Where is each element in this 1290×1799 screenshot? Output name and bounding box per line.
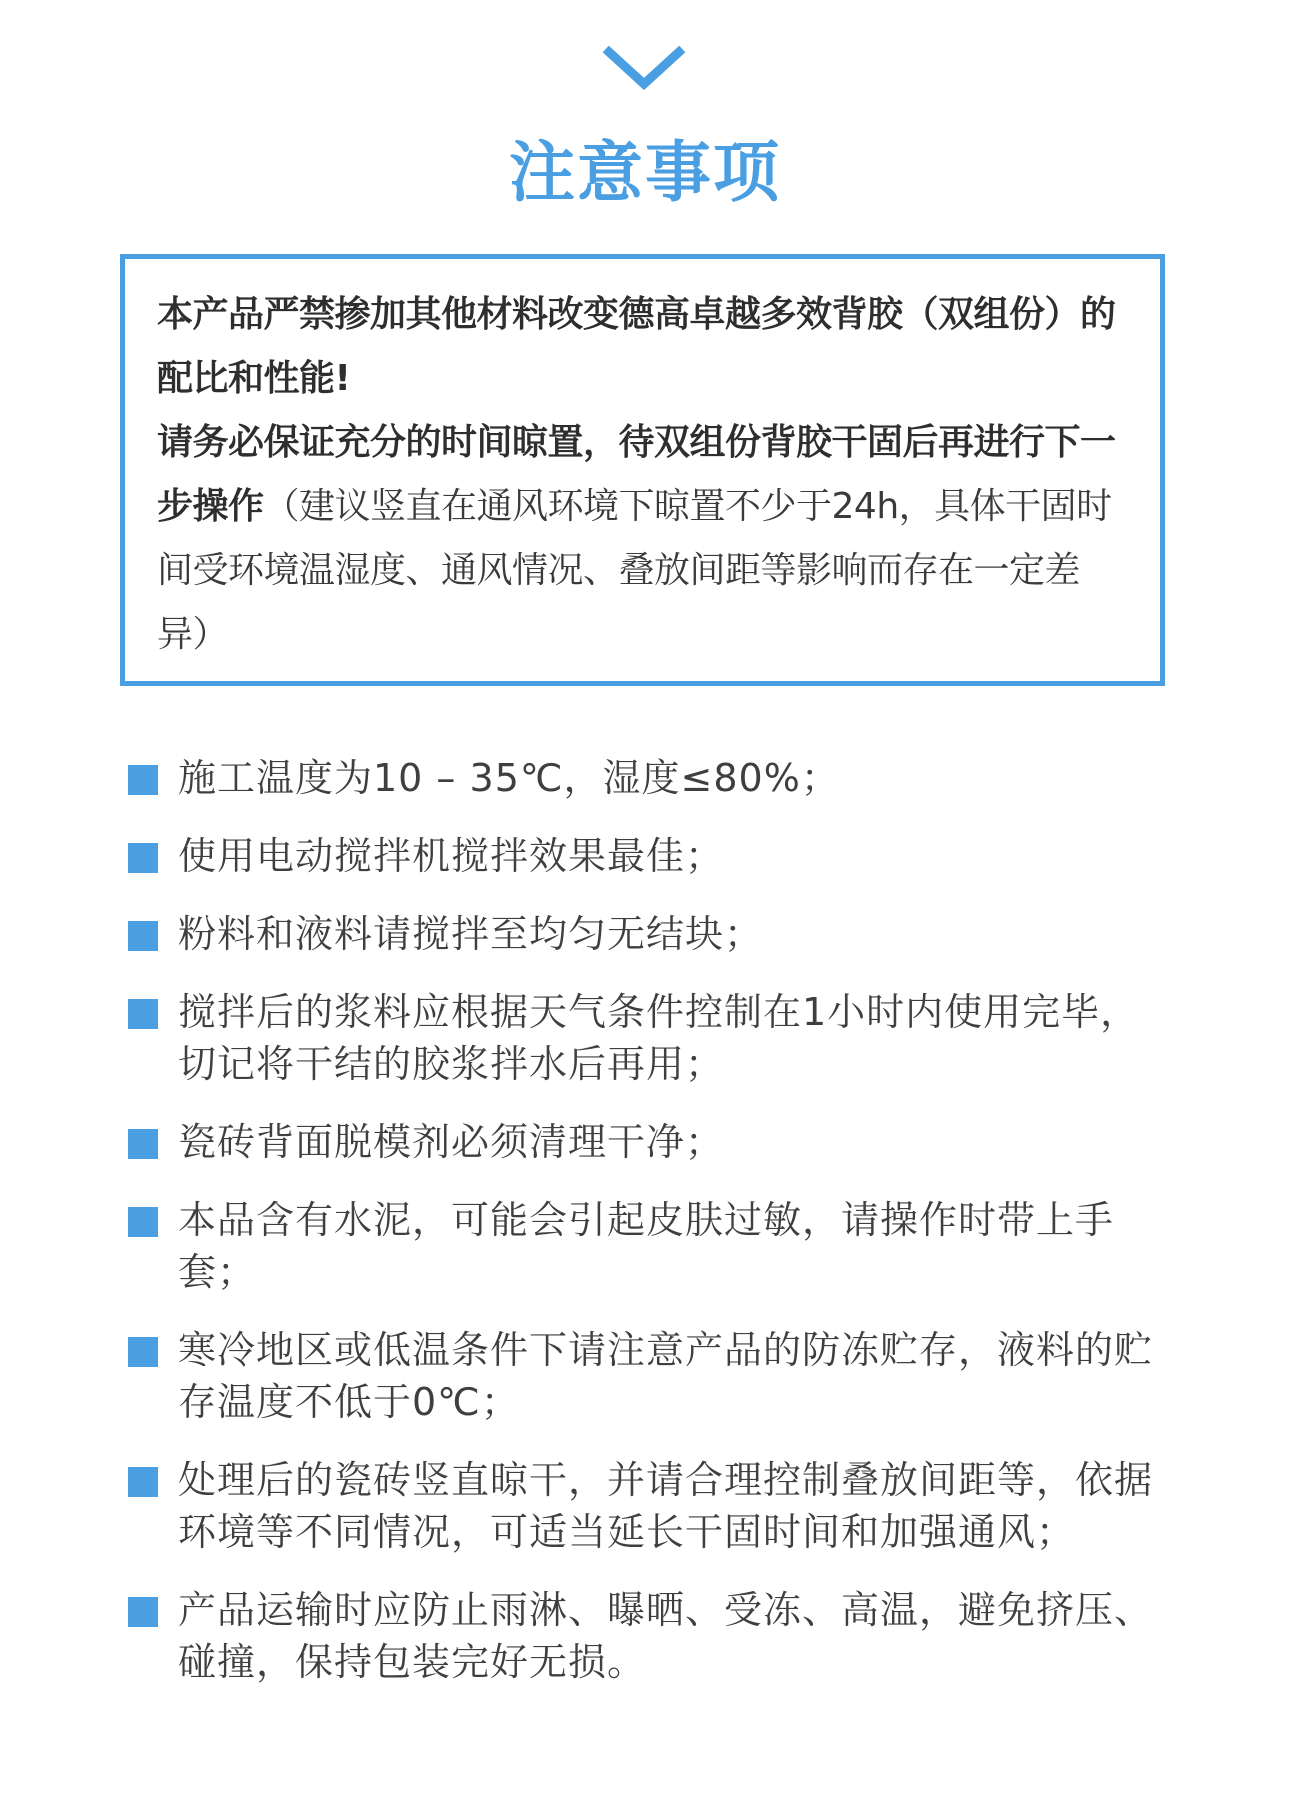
tip-text: 施工温度为10 – 35℃，湿度≤80%； [178, 756, 840, 800]
notice-warning: 本产品严禁掺加其他材料改变德高卓越多效背胶（双组份）的配比和性能! [157, 294, 1116, 399]
tip-text: 处理后的瓷砖竖直晾干，并请合理控制叠放间距等，依据环境等不同情况，可适当延长干固时间和加强通风； [178, 1458, 1154, 1554]
notice-instruction: 请务必保证充分的时间晾置，待双组份背胶干固后再进行下一步操作 [157, 422, 1116, 527]
list-item [128, 752, 1168, 804]
list-item [128, 830, 1168, 882]
tip-text: 产品运输时应防止雨淋、曝晒、受冻、高温，避免挤压、碰撞，保持包装完好无损。 [178, 1588, 1154, 1684]
square-bullet-icon [128, 1207, 158, 1237]
square-bullet-icon [128, 1467, 158, 1497]
square-bullet-icon [128, 999, 158, 1029]
notice-note: （建议竖直在通风环境下晾置不少于24h，具体干固时间受环境温湿度、通风情况、叠放间距等影响而存在一定差异） [157, 486, 1112, 655]
tip-text: 瓷砖背面脱模剂必须清理干净； [178, 1120, 725, 1164]
list-item [128, 1194, 1168, 1298]
square-bullet-icon [128, 1129, 158, 1159]
tip-text: 寒冷地区或低温条件下请注意产品的防冻贮存，液料的贮存温度不低于0℃； [178, 1328, 1154, 1424]
notice-box [120, 254, 1165, 686]
chevron-down-icon [603, 46, 685, 92]
square-bullet-icon [128, 1597, 158, 1627]
tip-text: 使用电动搅拌机搅拌效果最佳； [178, 834, 725, 878]
square-bullet-icon [128, 921, 158, 951]
list-item [128, 1324, 1168, 1428]
tip-text: 搅拌后的浆料应根据天气条件控制在1小时内使用完毕，切记将干结的胶浆拌水后再用； [178, 990, 1140, 1086]
tip-text: 本品含有水泥，可能会引起皮肤过敏，请操作时带上手套； [178, 1198, 1115, 1294]
list-item [128, 1116, 1168, 1168]
list-item [128, 1454, 1168, 1558]
tips-list [128, 752, 1168, 1714]
list-item [128, 986, 1168, 1090]
list-item [128, 908, 1168, 960]
page-title: 注意事项 [509, 134, 781, 211]
square-bullet-icon [128, 765, 158, 795]
tip-text: 粉料和液料请搅拌至均匀无结块； [178, 912, 764, 956]
notice-text [157, 283, 1130, 667]
square-bullet-icon [128, 843, 158, 873]
square-bullet-icon [128, 1337, 158, 1367]
list-item [128, 1584, 1168, 1688]
